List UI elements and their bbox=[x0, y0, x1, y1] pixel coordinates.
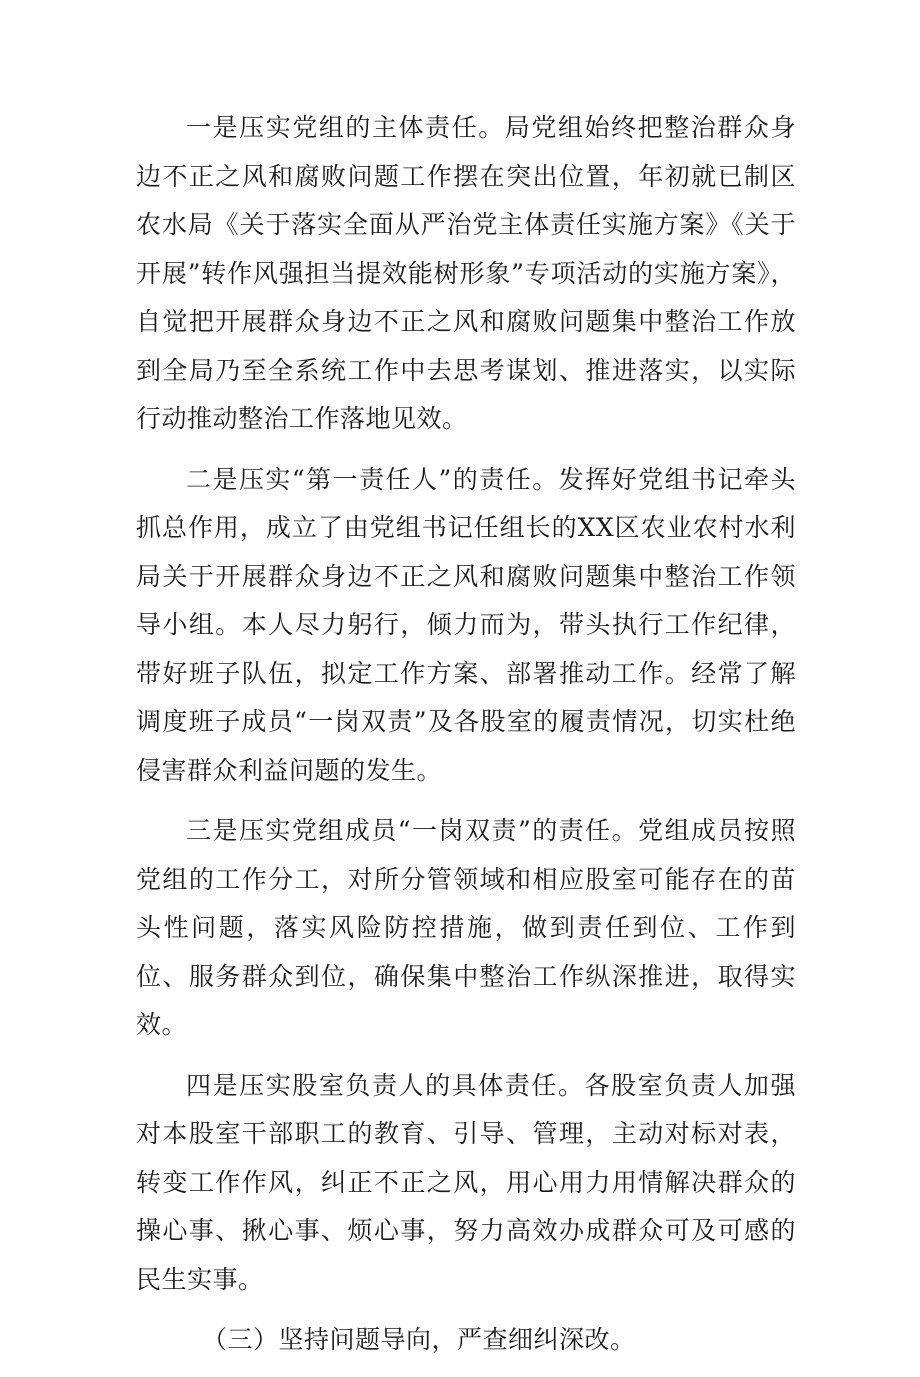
paragraph-first-responsible-person: 二是压实“第一责任人”的责任。发挥好党组书记牵头抓总作用，成立了由党组书记任组长的XX区农业农村水利局关于开展群众身边不正之风和腐败问题集中整治工作领导小组。本人尽力躬行，倾力而为，带头执行工作纪律，带好班子队伍，拟定工作方案、部署推动工作。经常了解调度班子成员“一岗双责”及各股室的履责情况，切实杜绝侵害群众利益问题的发生。 bbox=[136, 464, 796, 785]
paragraph-party-group-responsibility: 一是压实党组的主体责任。局党组始终把整治群众身边不正之风和腐败问题工作摆在突出位置，年初就已制区农水局《关于落实全面从严治党主体责任实施方案》《关于开展”转作风强担当提效能树形象”专项活动的实施方案》，自觉把开展群众身边不正之风和腐败问题集中整治工作放到全局乃至全系统工作中去思考谋划、推进落实，以实际行动推动整治工作落地见效。 bbox=[136, 113, 796, 433]
document-body bbox=[136, 104, 796, 1377]
paragraph-member-dual-responsibility: 三是压实党组成员“一岗双责”的责任。党组成员按照党组的工作分工，对所分管领域和相应股室可能存在的苗头性问题，落实风险防控措施，做到责任到位、工作到位、服务群众到位，确保集中整治工作纵深推进，取得实效。 bbox=[136, 816, 796, 1039]
paragraph-office-head-responsibility: 四是压实股室负责人的具体责任。各股室负责人加强对本股室干部职工的教育、引导、管理，主动对标对表，转变工作作风，纠正不正之风，用心用力用情解决群众的操心事、揪心事、烦心事，努力高效办成群众可及可感的民生实事。 bbox=[136, 1070, 796, 1294]
section-heading-problem-oriented: （三）坚持问题导向，严查细纠深改。 bbox=[202, 1325, 636, 1354]
